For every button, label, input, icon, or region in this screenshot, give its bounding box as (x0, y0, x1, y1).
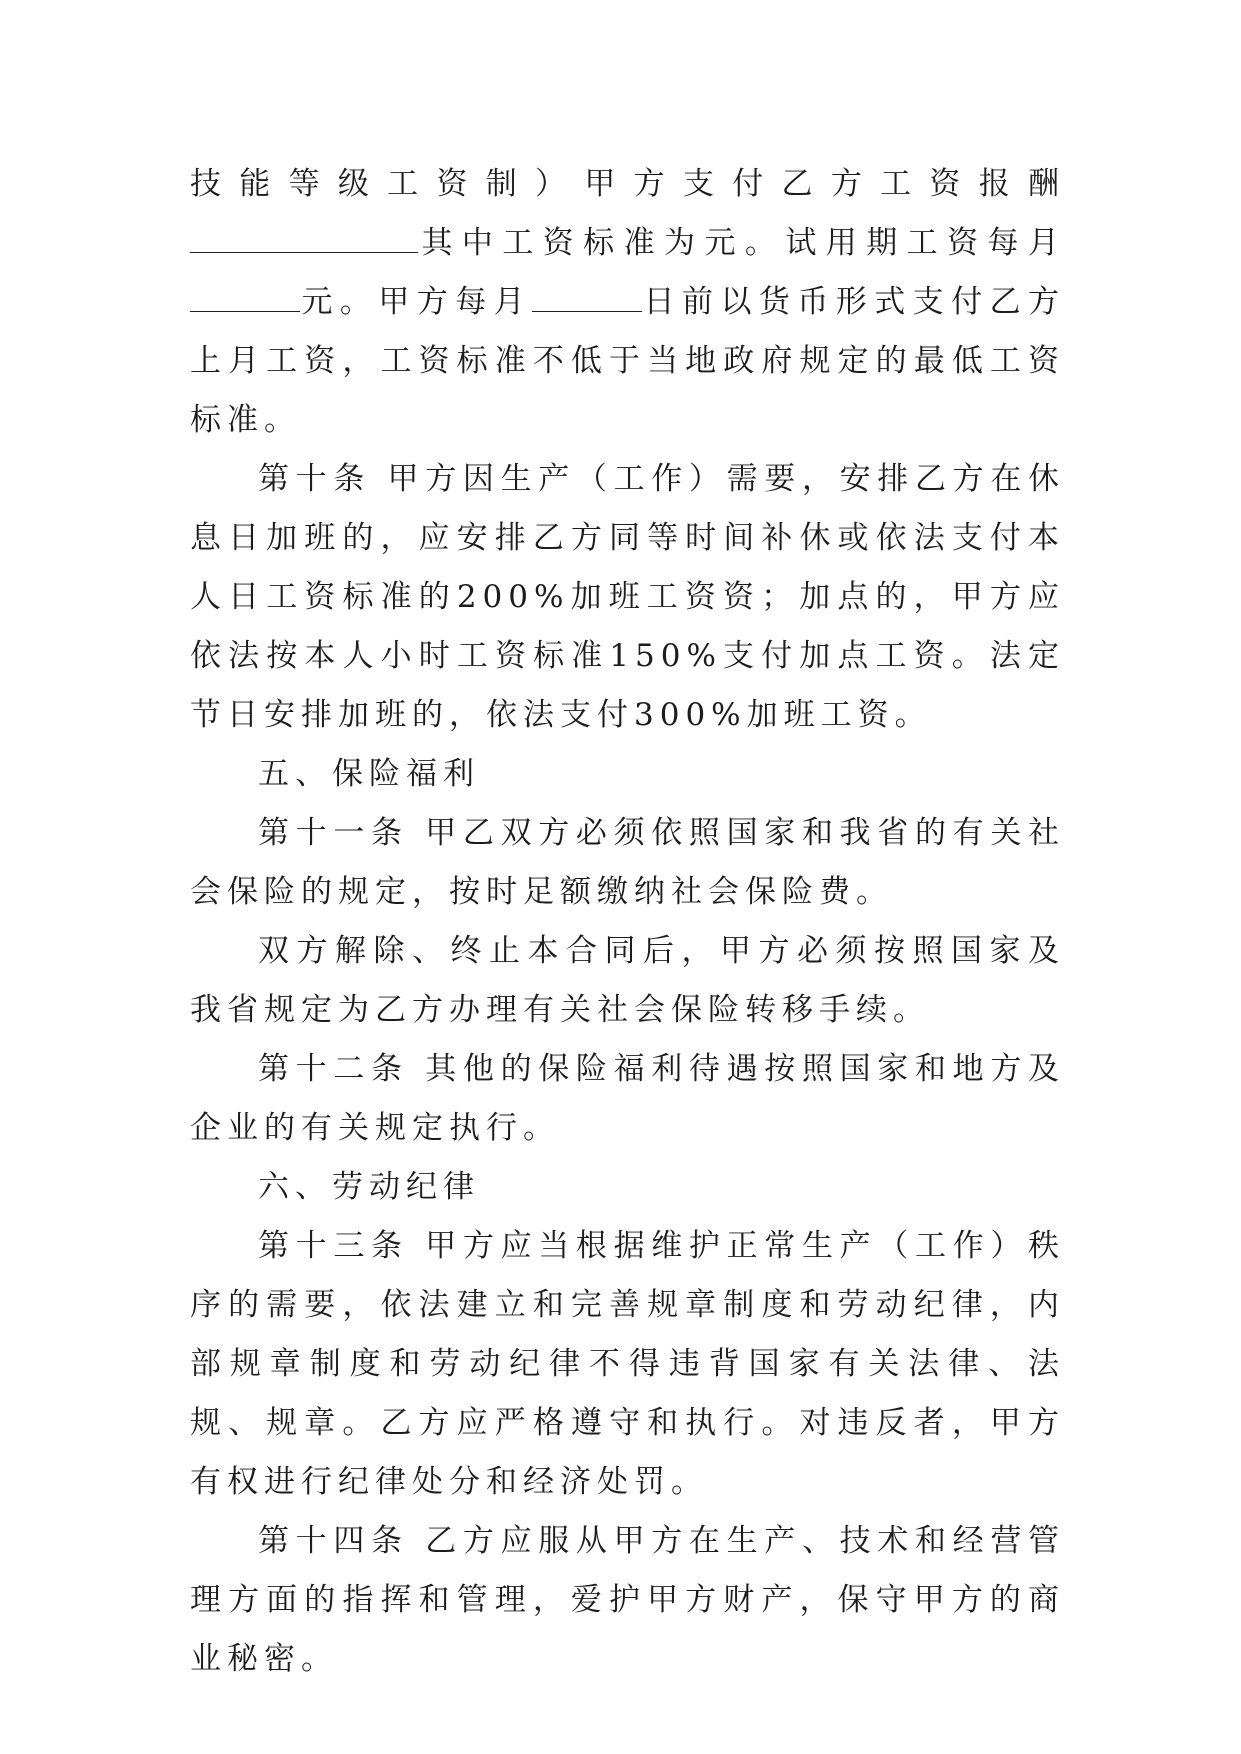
probation-wage-blank[interactable] (190, 281, 300, 312)
wage-text-4: 日前以货币形式支付乙方上月工资，工资标准不低于当地政府规定的最低工资标准。 (190, 284, 1066, 438)
wage-amount-blank[interactable] (190, 222, 418, 253)
pay-day-blank[interactable] (532, 281, 642, 312)
article-11: 第十一条 甲乙双方必须依照国家和我省的有关社会保险的规定，按时足额缴纳社会保险费。 (190, 815, 1065, 910)
article-13: 第十三条 甲方应当根据维护正常生产（工作）秩序的需要，依法建立和完善规章制度和劳动纪律，内部规章制度和劳动纪律不得违背国家有关法律、法规、规章。乙方应严格遵守和执行。对违反者，甲方有权进行纪律处分和经济处罚。 (190, 1228, 1065, 1500)
wage-text-2: 其中工资标准为元。试用期工资每月 (418, 225, 1065, 261)
article-12: 第十二条 其他的保险福利待遇按照国家和地方及企业的有关规定执行。 (190, 1051, 1065, 1146)
article-10: 第十条 甲方因生产（工作）需要，安排乙方在休息日加班的，应安排乙方同等时间补休或依法支付本人日工资标准的200%加班工资资；加点的，甲方应依法按本人小时工资标准150%支付加点工资。法定节日安排加班的，依法支付300%加班工资。 (190, 461, 1065, 733)
wage-text-3: 元。甲方每月 (300, 284, 533, 320)
section-6-heading: 六、劳动纪律 (258, 1169, 480, 1205)
article-11-continuation: 双方解除、终止本合同后，甲方必须按照国家及我省规定为乙方办理有关社会保险转移手续。 (190, 933, 1065, 1028)
wage-text-1: 技能等级工资制）甲方支付乙方工资报酬 (190, 166, 1065, 202)
article-14: 第十四条 乙方应服从甲方在生产、技术和经营管理方面的指挥和管理，爱护甲方财产，保守甲方的商业秘密。 (190, 1523, 1065, 1677)
document-page (190, 155, 1065, 1689)
wage-payment-paragraph (190, 155, 1065, 450)
section-5-heading: 五、保险福利 (258, 756, 480, 792)
